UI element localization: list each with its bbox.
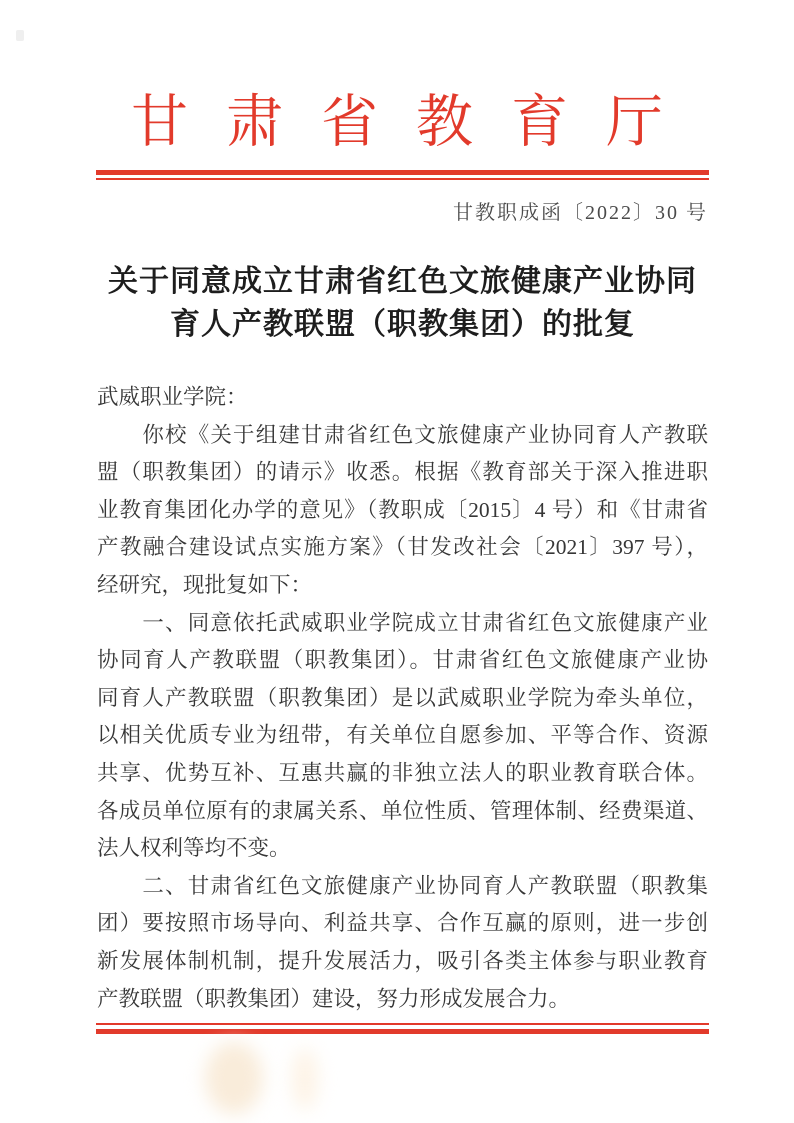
- body-line: 各成员单位原有的隶属关系、单位性质、管理体制、经费渠道、: [97, 798, 708, 823]
- body-line: 一、同意依托武威职业学院成立甘肃省红色文旅健康产业: [97, 610, 708, 635]
- header-rule-thin: [96, 178, 709, 180]
- body-line: 以相关优质专业为纽带，有关单位自愿参加、平等合作、资源: [97, 723, 708, 748]
- footer-rule-thick: [96, 1029, 709, 1034]
- body-line: 业教育集团化办学的意见》（教职成〔2015〕4 号）和《甘肃省: [97, 497, 708, 522]
- body-line: 盟（职教集团）的请示》收悉。根据《教育部关于深入推进职: [97, 460, 708, 485]
- document-title-line-1: 关于同意成立甘肃省红色文旅健康产业协同: [108, 265, 697, 298]
- header-rule: [96, 170, 709, 180]
- scan-artifact: [205, 1042, 263, 1114]
- body-line: 共享、优势互补、互惠共赢的非独立法人的职业教育联合体。: [97, 760, 708, 785]
- body-line: 产教融合建设试点实施方案》（甘发改社会〔2021〕397 号），: [97, 535, 708, 560]
- body-line: 团）要按照市场导向、利益共享、合作互赢的原则，进一步创: [97, 911, 708, 936]
- body-line: 二、甘肃省红色文旅健康产业协同育人产教联盟（职教集: [97, 873, 708, 898]
- scan-speck: [16, 30, 24, 41]
- body-line: 武威职业学院：: [97, 385, 248, 409]
- body-line: 协同育人产教联盟（职教集团）。甘肃省红色文旅健康产业协: [97, 648, 708, 673]
- paragraph-item-1: [97, 605, 708, 868]
- body-line: 产教联盟（职教集团）建设，努力形成发展合力。: [97, 986, 571, 1011]
- agency-name: 甘肃省教育厅: [131, 91, 701, 154]
- agency-header: [0, 88, 794, 158]
- document-title-line-2: 育人产教联盟（职教集团）的批复: [170, 308, 635, 341]
- body-line: 经研究，现批复如下：: [97, 572, 313, 597]
- body-line: 同育人产教联盟（职教集团）是以武威职业学院为牵头单位，: [97, 685, 708, 710]
- document-number: 甘教职成函〔2022〕30 号: [453, 202, 708, 224]
- scan-artifact: [292, 1048, 318, 1110]
- footer-rule: [96, 1023, 709, 1034]
- body-line: 法人权利等均不变。: [97, 836, 291, 861]
- salutation: [97, 379, 708, 417]
- body-line: 你校《关于组建甘肃省红色文旅健康产业协同育人产教联: [97, 422, 708, 447]
- document-title: [97, 260, 708, 346]
- paragraph-item-2: [97, 868, 708, 1018]
- body-line: 新发展体制机制，提升发展活力，吸引各类主体参与职业教育: [97, 948, 708, 973]
- document-body: [97, 379, 708, 1018]
- paragraph-basis: [97, 417, 708, 605]
